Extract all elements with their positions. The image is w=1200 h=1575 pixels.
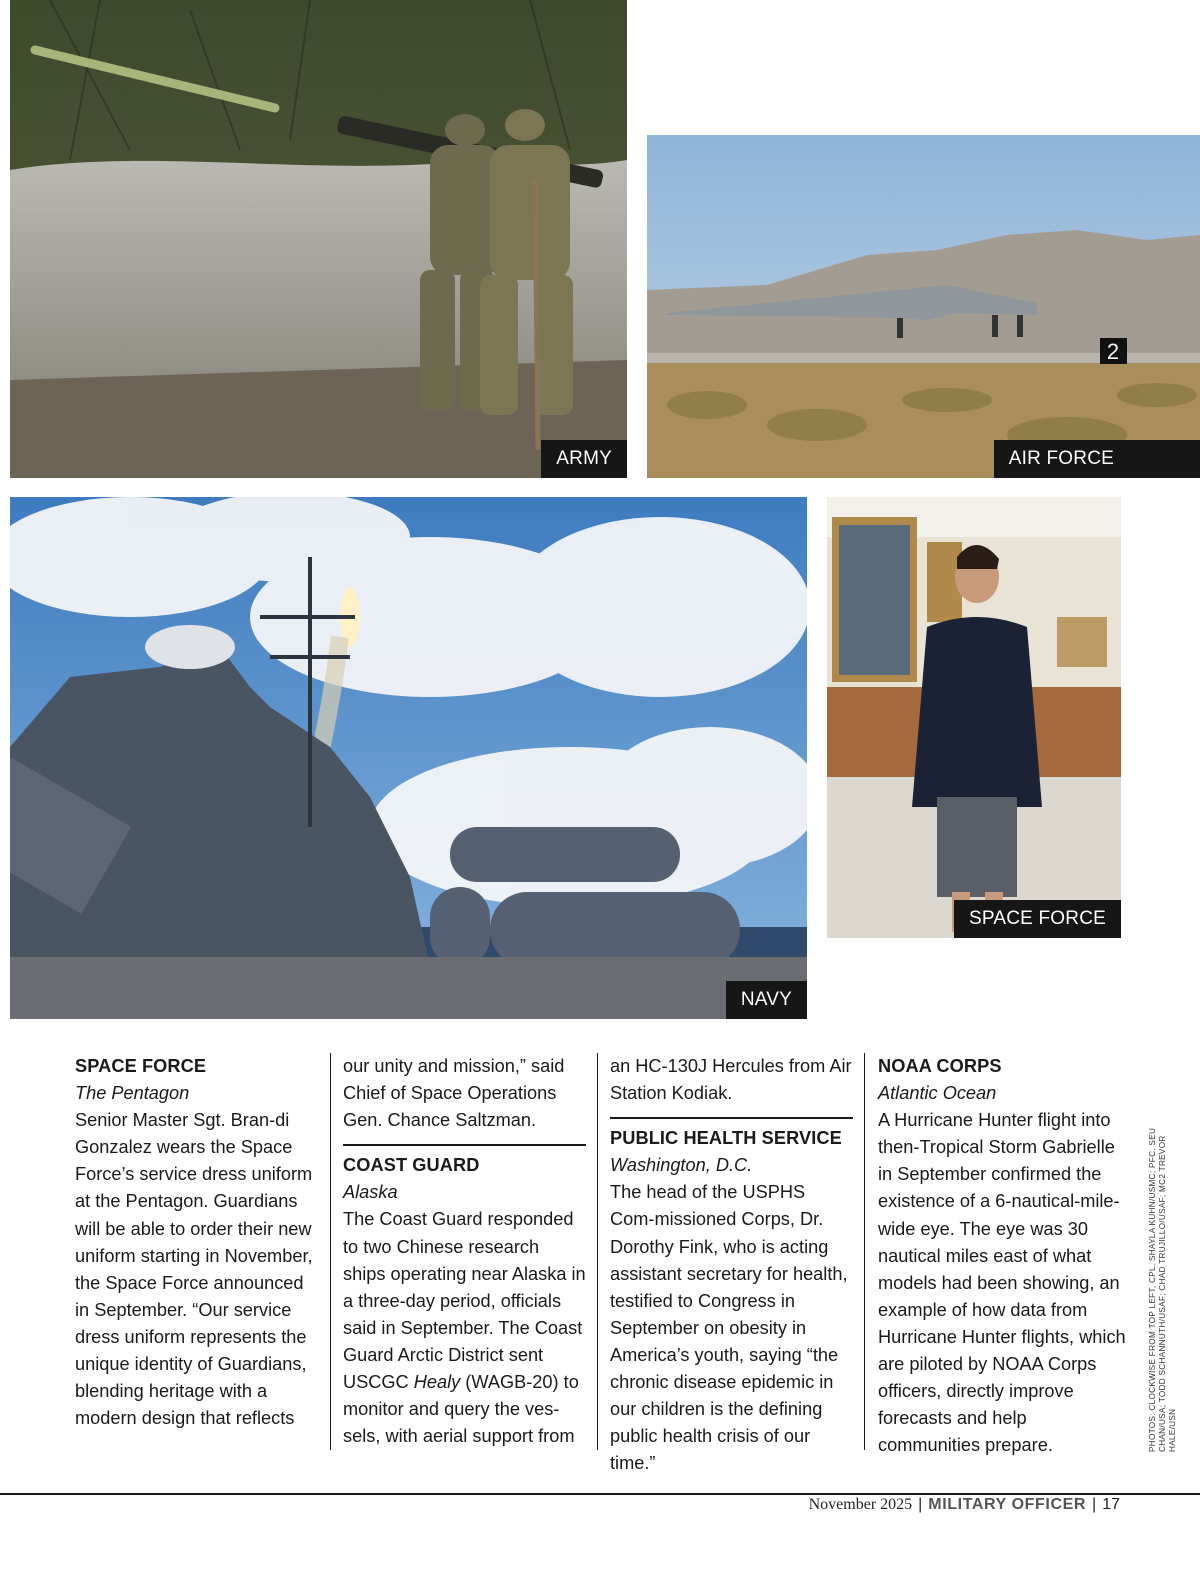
coast-guard-location: Alaska [343,1182,398,1203]
coast-guard-body [343,1206,586,1450]
photo-credit-text: PHOTOS: CLOCKWISE FROM TOP LEFT, CPL. SHAYLA KUHN/USMC; PFC. SEU CHAN/USA; TODD SCHANNUTH/USAF; CHAD TRUJILLO/USAF; MC2 TREVOR HALE/USN [1148,1127,1177,1452]
army-photo-image [10,0,627,478]
column-divider [330,1053,331,1450]
air-force-label: AIR FORCE [994,440,1200,478]
article-column-4 [878,1053,1126,1459]
article-divider [610,1117,853,1119]
page-number: 17 [1102,1496,1120,1513]
public-health-body: The head of the USPHS Com-missioned Corps, Dr. Dorothy Fink, who is acting assistant secretary for health, testified to Congress in September on obesity in America’s youth, saying “the chronic disease epidemic in our children is the defining public health crisis of our time.” [610,1182,848,1474]
space-force-body: Senior Master Sgt. Bran-di Gonzalez wears the Space Force’s service dress uniform at the Pentagon. Guardians will be able to order their new uniform starting in November, the Space Force announced in September. “Our service dress uniform represents the unique identity of Guardians, blending heritage with a modern design that reflects [75,1110,313,1429]
column-divider [597,1053,598,1450]
coast-guard-body-text: The Coast Guard responded to two Chinese research ships operating near Alaska in a three-day period, officials said in September. The Coast Guard Arctic District sent USCGC [343,1209,586,1393]
photo-credit [1148,1090,1177,1452]
footer-separator: | [1092,1496,1097,1513]
space-force-label: SPACE FORCE [954,900,1121,938]
coast-guard-heading: COAST GUARD [343,1155,480,1176]
column-divider [864,1053,865,1450]
noaa-body: A Hurricane Hunter flight into then-Tropical Storm Gabrielle in September confirmed the existence of a 6-nautical-mile-wide eye. The eye was 30 nautical miles east of what models had been showing, an example of how data from Hurricane Hunter flights, which are piloted by NOAA Corps officers, directly improve forecasts and help communities prepare. [878,1110,1126,1456]
air-force-photo-image [647,135,1200,478]
navy-photo [10,497,807,1019]
public-health-location: Washington, D.C. [610,1155,753,1176]
public-health-heading: PUBLIC HEALTH SERVICE [610,1128,842,1149]
space-force-location: The Pentagon [75,1083,190,1104]
article-divider [343,1144,586,1146]
article-column-1 [75,1053,320,1432]
space-force-photo-image [827,497,1121,938]
coast-guard-body-continued: an HC-130J Hercules from Air Station Kodiak. [610,1056,852,1104]
issue-date: November 2025 [808,1496,913,1513]
space-force-photo [827,497,1121,938]
space-force-body-continued: our unity and mission,” said Chief of Space Operations Gen. Chance Saltzman. [343,1056,565,1131]
space-force-heading: SPACE FORCE [75,1056,207,1076]
article-column-3 [610,1053,853,1477]
runway-marker: 2 [1106,339,1120,364]
navy-label: NAVY [726,981,807,1019]
article-column-2 [343,1053,586,1450]
navy-photo-image [10,497,807,1019]
noaa-heading: NOAA CORPS [878,1056,1002,1076]
army-label: ARMY [541,440,627,478]
army-photo [10,0,627,478]
air-force-photo [647,135,1200,478]
magazine-name: MILITARY OFFICER [928,1496,1087,1513]
footer-separator: | [918,1496,923,1513]
footer-rule [0,1493,1200,1495]
ship-name: Healy [413,1372,461,1393]
coast-guard-body-text-2: (WAGB-20) to monitor and query the ves-sels, with aerial support from [343,1372,579,1447]
page-footer [809,1496,1120,1514]
noaa-location: Atlantic Ocean [878,1083,997,1104]
